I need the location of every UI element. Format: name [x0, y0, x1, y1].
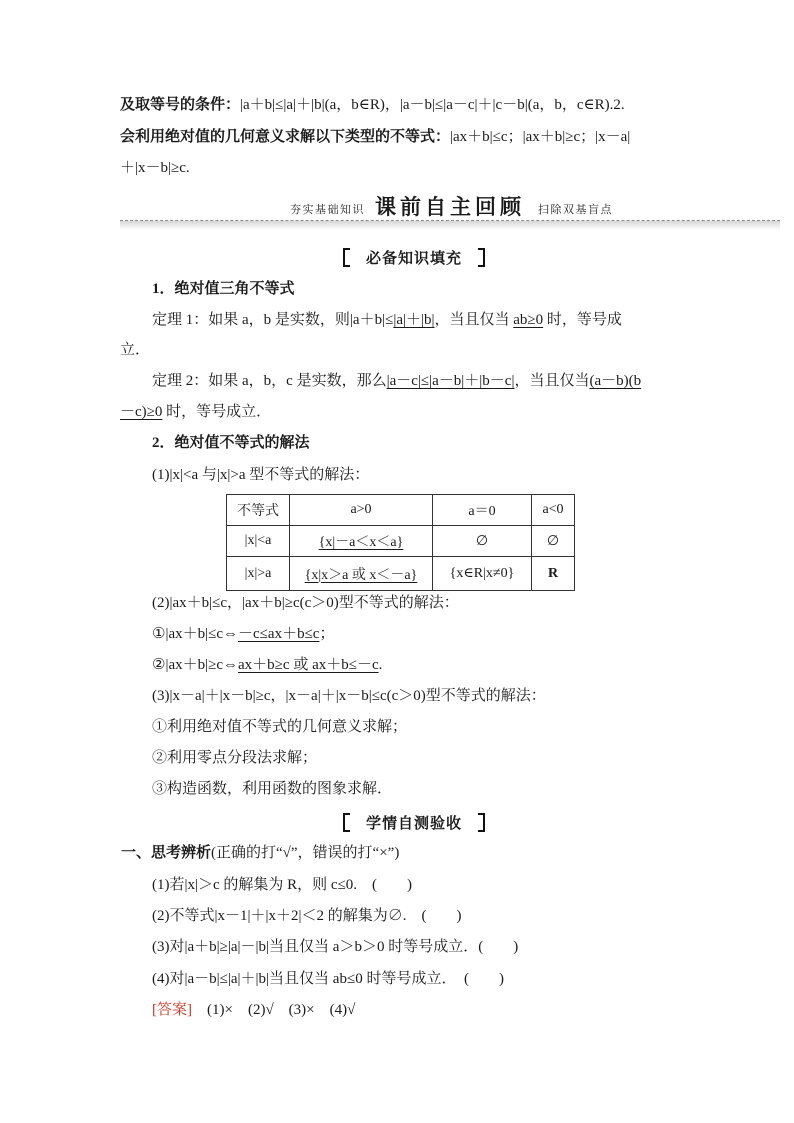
table-cell-answer: {x|x＞a 或 x＜－a} [304, 567, 418, 583]
table-row [227, 526, 575, 557]
intro-line-2-math: |ax＋b|≤c；|ax＋b|≥c；|x－a| [450, 129, 631, 145]
theorem1-blank-2: ab≥0 [513, 312, 544, 328]
left-bracket-icon [343, 813, 350, 832]
intro-line-2 [120, 127, 630, 147]
table-header-cell: a＝0 [433, 495, 532, 526]
sub2-case-a-blank: －c≤ax＋b≤c [238, 626, 320, 642]
part-title-label: 一、思考辨析 [121, 845, 212, 861]
theorem1-line [152, 310, 622, 330]
solution-table [226, 494, 575, 591]
sub2-case-b-prefix: ②|ax＋b|≥c⇔ [152, 657, 239, 673]
table-cell: |x|>a [227, 557, 290, 591]
theorem1-blank-1: |a|＋|b| [393, 312, 435, 328]
table-header-row [227, 495, 575, 526]
banner-title: 课前自主回顾 [375, 195, 525, 219]
table-cell: R [532, 557, 575, 591]
theorem2-line [152, 371, 641, 391]
question-item: (1)若|x|＞c 的解集为 R，则 c≤0. ( ) [152, 877, 413, 893]
theorem1-text-a: 定理 1：如果 a，b 是实数，则|a＋b|≤ [152, 312, 394, 328]
table-header-cell: a<0 [532, 495, 575, 526]
intro-line-1-lead: 及取等号的条件： [120, 97, 241, 113]
theorem2-text-c: 时，等号成立． [162, 404, 272, 420]
banner-divider [120, 220, 780, 230]
item1-title: 1．绝对值三角不等式 [152, 281, 295, 297]
table-cell: ∅ [433, 526, 532, 557]
self-test-part-title [121, 843, 399, 863]
theorem2-text-b: ，当且仅当 [514, 373, 590, 389]
theorem2-blank-2-part1: (a－b)(b [589, 373, 642, 389]
answer-values: (1)× (2)√ (3)× (4)√ [192, 1002, 356, 1018]
sub2-case-b [152, 655, 382, 675]
table-cell: ∅ [532, 526, 575, 557]
sub2-case-a-suffix: ； [319, 626, 335, 642]
method-item: ③构造函数，利用函数的图象求解． [152, 781, 393, 797]
self-test-heading-text: 学情自测验收 [365, 814, 462, 832]
answer-label: [答案] [152, 1002, 192, 1018]
knowledge-heading [343, 247, 485, 268]
right-bracket-icon [478, 248, 485, 267]
sub2-case-b-suffix: . [378, 657, 383, 673]
question-item: (4)对|a－b|≤|a|＋|b|当且仅当 ab≤0 时等号成立． ( ) [152, 971, 504, 987]
theorem2-blank-1: |a－c|≤|a－b|＋|b－c| [386, 373, 515, 389]
theorem1-text-c: 时，等号成 [543, 312, 622, 328]
table-header-cell: a>0 [290, 495, 433, 526]
sub1-text: (1)|x|<a 与|x|>a 型不等式的解法： [152, 467, 370, 483]
table-header-cell: 不等式 [227, 495, 290, 526]
sub2-case-b-blank: ax＋b≥c 或 ax＋b≤－c [238, 657, 379, 673]
banner-left-caption: 夯实基础知识 [290, 204, 365, 216]
knowledge-heading-text: 必备知识填充 [365, 249, 462, 267]
intro-line-1-math: |a＋b|≤|a|＋|b|(a，b∈R)，|a－b|≤|a－c|＋|c－b|(a，b，c∈R).2. [240, 97, 625, 113]
table-cell [290, 557, 433, 591]
part-title-instruction: (正确的打“√”，错误的打“×”) [211, 845, 400, 861]
left-bracket-icon [343, 248, 350, 267]
table-cell [290, 526, 433, 557]
theorem2-text-a: 定理 2：如果 a，b，c 是实数，那么 [152, 373, 387, 389]
sub2-case-a-prefix: ①|ax＋b|≤c⇔ [152, 626, 239, 642]
sub3-text: (3)|x－a|＋|x－b|≥c，|x－a|＋|x－b|≤c(c＞0)型不等式的解法： [152, 688, 546, 704]
item2-title: 2．绝对值不等式的解法 [152, 435, 310, 451]
theorem1-text-b: ，当且仅当 [434, 312, 514, 328]
theorem2-blank-2-part2: －c)≥0 [120, 404, 163, 420]
sub2-text: (2)|ax＋b|≤c，|ax＋b|≥c(c＞0)型不等式的解法： [152, 595, 459, 611]
intro-line-1 [120, 95, 625, 115]
question-item: (2)不等式|x－1|＋|x＋2|＜2 的解集为∅. ( ) [152, 908, 462, 924]
banner-right-caption: 扫除双基盲点 [538, 204, 613, 216]
table-cell-answer: {x|－a＜x＜a} [318, 535, 404, 550]
question-item: (3)对|a＋b|≥|a|－|b|当且仅当 a＞b＞0 时等号成立．( ) [152, 939, 519, 955]
intro-line-2-lead: 会利用绝对值的几何意义求解以下类型的不等式： [120, 129, 451, 145]
table-cell: {x∈R|x≠0} [433, 557, 532, 591]
table-cell: |x|<a [227, 526, 290, 557]
intro-line-3: ＋|x－b|≥c. [120, 160, 190, 176]
theorem1-continuation: 立． [120, 342, 151, 358]
method-item: ②利用零点分段法求解； [152, 750, 318, 766]
method-item: ①利用绝对值不等式的几何意义求解； [152, 719, 408, 735]
table-row [227, 557, 575, 591]
theorem2-continuation [120, 402, 271, 422]
right-bracket-icon [478, 813, 485, 832]
self-test-heading [343, 812, 485, 833]
sub2-case-a [152, 624, 334, 644]
answer-line [152, 1000, 355, 1020]
